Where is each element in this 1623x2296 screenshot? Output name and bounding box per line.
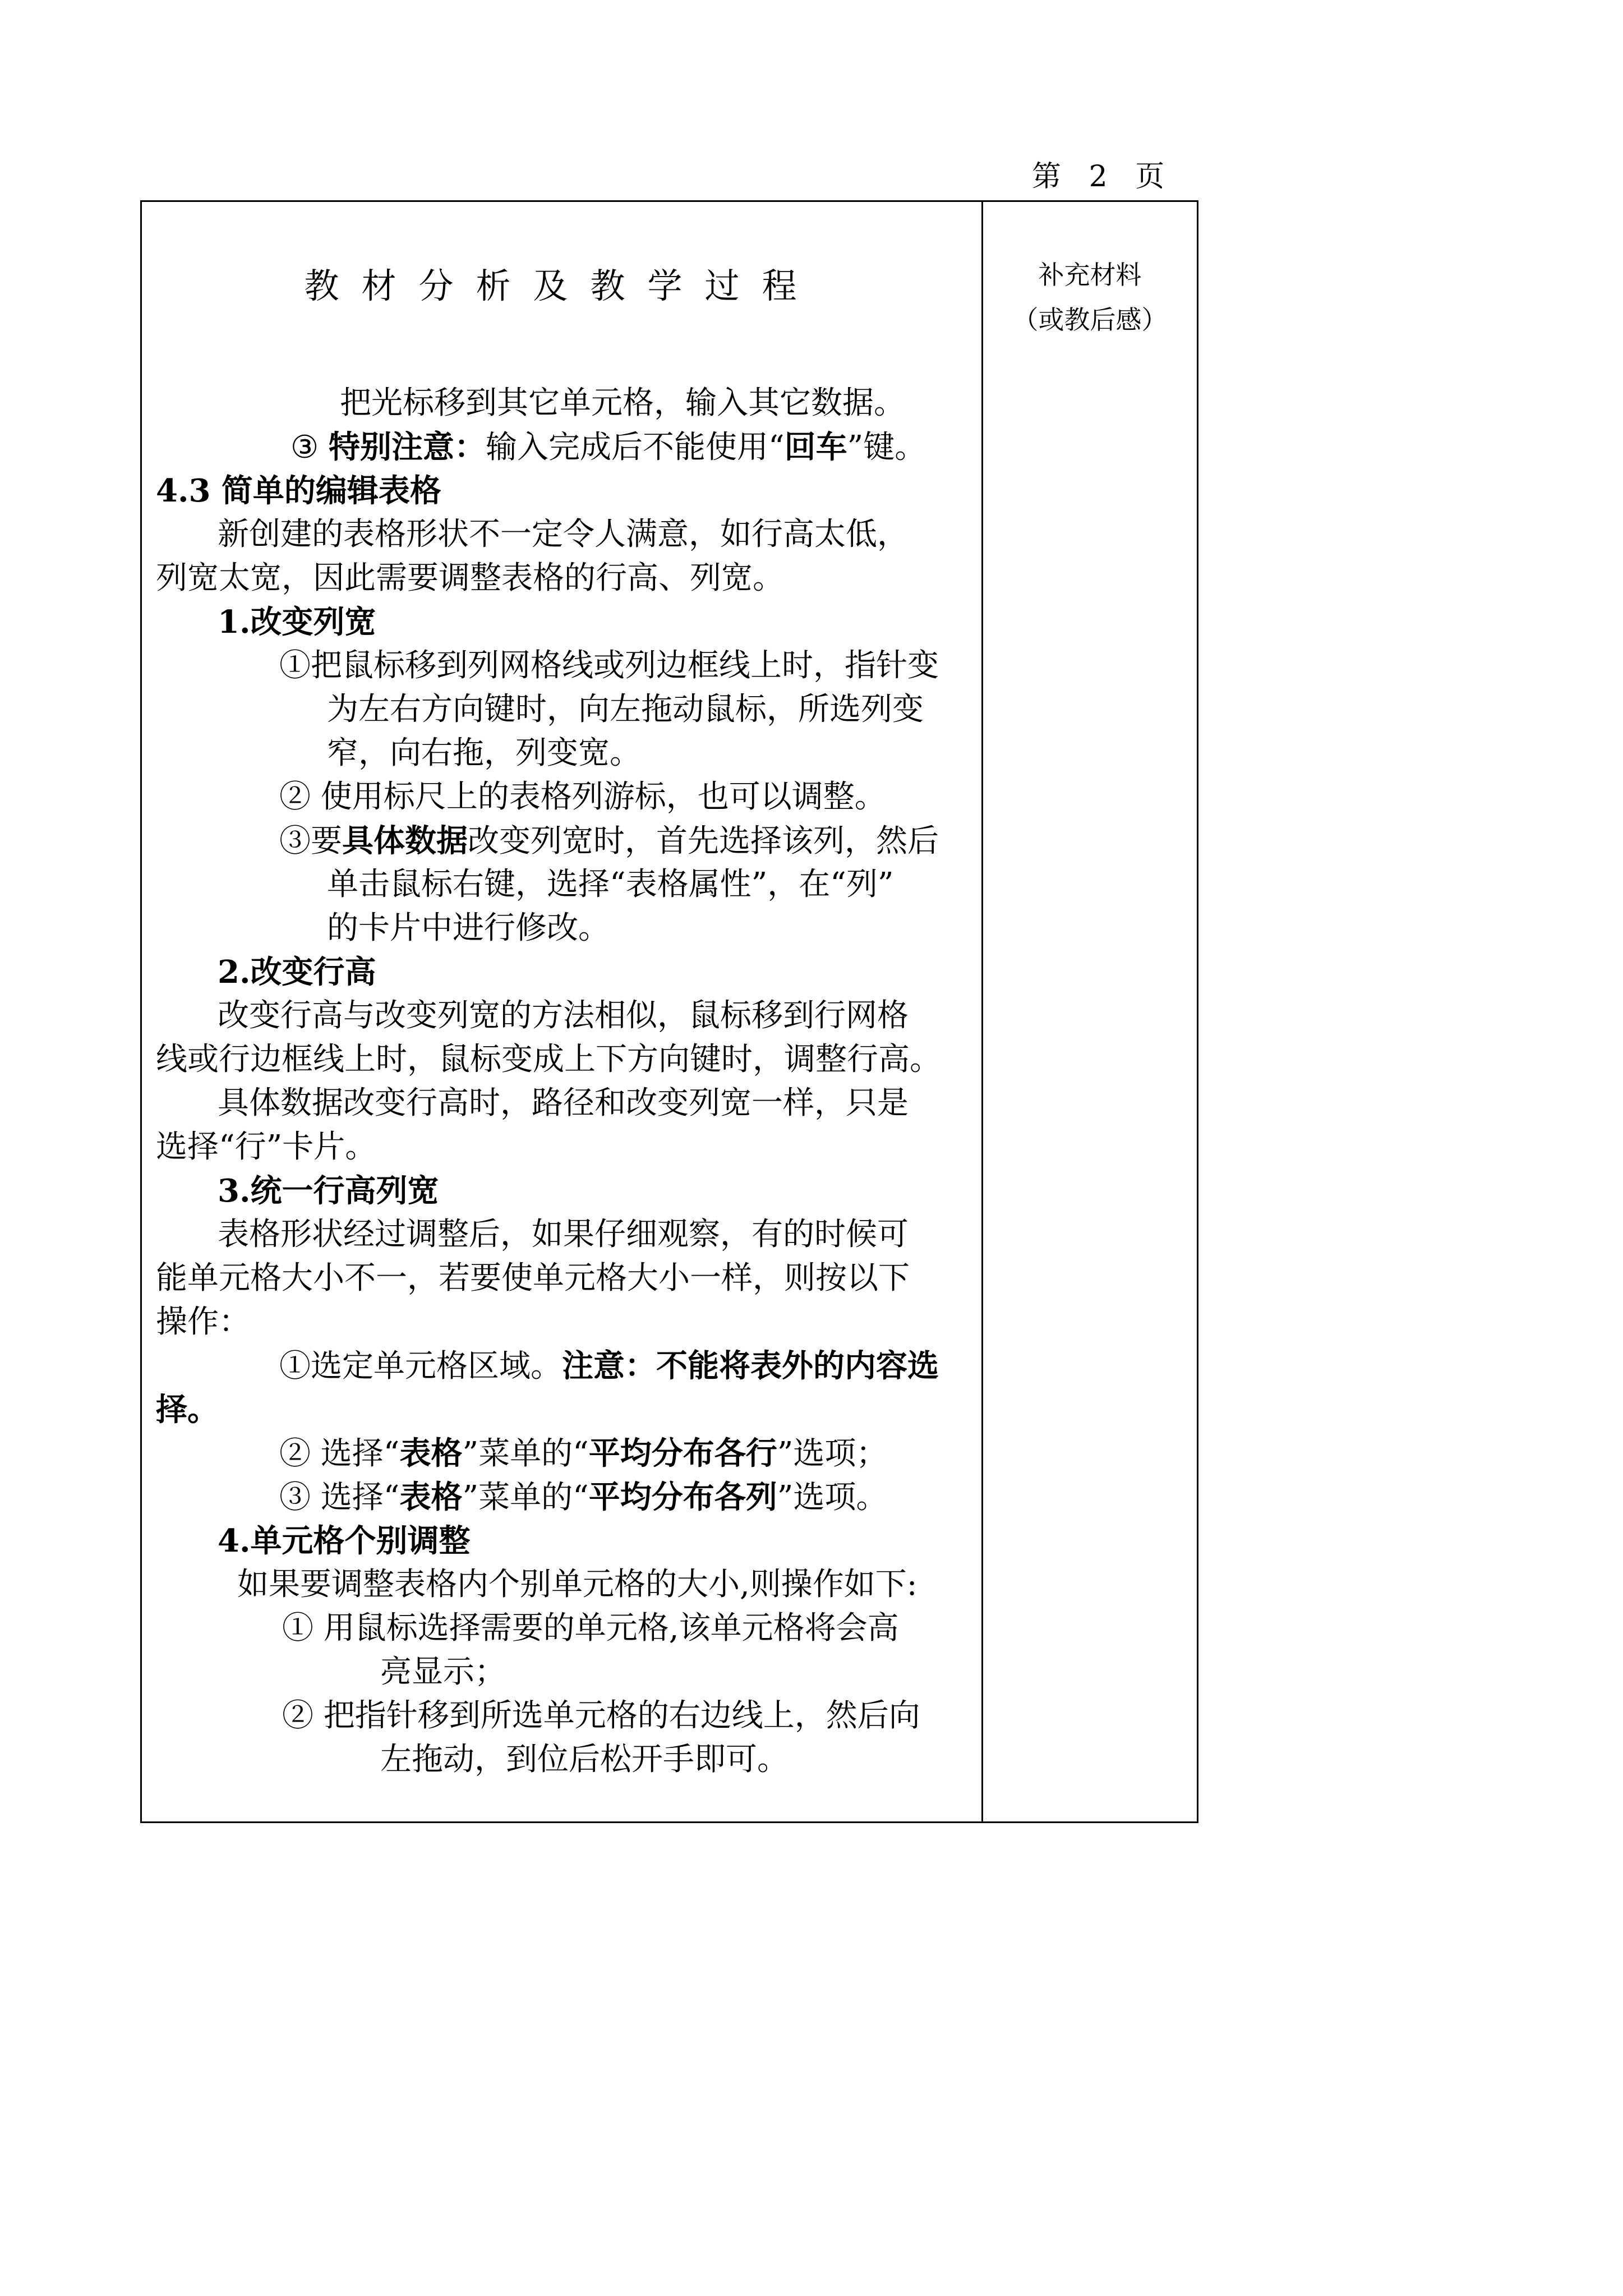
text-span: 新创建的表格形状不一定令人满意，如行高太低， bbox=[218, 516, 909, 553]
text-span: ①选定单元格区域。 bbox=[279, 1348, 562, 1384]
text-span: 1.改变列宽 bbox=[218, 604, 376, 641]
lesson-table bbox=[140, 200, 1198, 1823]
supplement-label: 补充材料 bbox=[1038, 260, 1142, 290]
section-heading bbox=[156, 1169, 980, 1213]
text-line bbox=[156, 556, 980, 600]
text-span: ”菜单的“ bbox=[462, 1435, 589, 1472]
text-span: 改变行高与改变列宽的方法相似，鼠标移到行网格 bbox=[218, 997, 909, 1034]
text-line bbox=[156, 1738, 980, 1782]
section-heading bbox=[156, 1519, 980, 1563]
emphasis-text: 表格 bbox=[399, 1479, 463, 1516]
section-heading bbox=[156, 469, 980, 513]
text-span: 亮显示； bbox=[380, 1654, 506, 1690]
emphasis-text: 平均分布各行 bbox=[588, 1435, 777, 1472]
text-span: 操作： bbox=[156, 1304, 250, 1340]
emphasis-text: 具体数据 bbox=[342, 822, 468, 859]
text-span: 表格形状经过调整后，如果仔细观察，有的时候可 bbox=[218, 1216, 909, 1253]
text-line bbox=[156, 1650, 980, 1694]
text-span: ”键。 bbox=[847, 429, 926, 466]
text-line bbox=[156, 1694, 980, 1738]
text-line bbox=[156, 1344, 980, 1388]
text-span: 输入完成后不能使用“ bbox=[486, 429, 785, 466]
emphasis-text: 注意：不能将表外的内容选 bbox=[562, 1347, 939, 1384]
lesson-content bbox=[156, 381, 980, 1782]
text-span: 把光标移到其它单元格，输入其它数据。 bbox=[340, 385, 905, 421]
text-line bbox=[156, 819, 980, 863]
text-line bbox=[156, 1607, 980, 1650]
text-line bbox=[156, 994, 980, 1038]
text-line bbox=[156, 1257, 980, 1300]
reflection-label: （或教后感） bbox=[1012, 305, 1168, 335]
text-line bbox=[156, 1082, 980, 1125]
text-line bbox=[156, 1300, 980, 1344]
column-divider bbox=[981, 202, 983, 1821]
emphasis-text: 回车 bbox=[784, 429, 847, 466]
text-line bbox=[156, 1038, 980, 1082]
text-span: 左拖动，到位后松开手即可。 bbox=[380, 1741, 789, 1778]
text-line bbox=[156, 863, 980, 907]
text-span: ”菜单的“ bbox=[462, 1479, 589, 1516]
text-span: 具体数据改变行高时，路径和改变列宽一样，只是 bbox=[218, 1085, 909, 1121]
text-span: ② 把指针移到所选单元格的右边线上，然后向 bbox=[282, 1697, 920, 1734]
text-span: 窄，向右拖，列变宽。 bbox=[327, 735, 641, 771]
page-number: 第 2 页 bbox=[1032, 160, 1165, 194]
supplement-column-header bbox=[983, 252, 1197, 342]
text-line bbox=[156, 1213, 980, 1257]
text-line bbox=[156, 688, 980, 731]
emphasis-text: 特别注意： bbox=[329, 429, 486, 466]
text-span: 4.3 简单的编辑表格 bbox=[156, 472, 441, 509]
text-line bbox=[156, 775, 980, 819]
text-span: ③ 选择“ bbox=[279, 1479, 400, 1516]
text-span: ② 使用标尺上的表格列游标，也可以调整。 bbox=[279, 779, 886, 815]
text-span: 列宽太宽，因此需要调整表格的行高、列宽。 bbox=[156, 560, 784, 596]
text-span: ③要 bbox=[279, 823, 342, 859]
text-span: 改变列宽时，首先选择该列，然后 bbox=[468, 823, 939, 859]
text-line bbox=[156, 513, 980, 556]
page-title: 教材分析及教学过程 bbox=[304, 265, 819, 306]
text-span: 如果要调整表格内个别单元格的大小,则操作如下: bbox=[237, 1566, 917, 1603]
text-span: 单击鼠标右键，选择“表格属性”，在“列” bbox=[327, 866, 894, 903]
emphasis-text: 表格 bbox=[399, 1435, 463, 1472]
section-heading bbox=[156, 600, 980, 644]
text-span: 选择“行”卡片。 bbox=[156, 1129, 377, 1165]
text-line bbox=[156, 644, 980, 688]
text-line bbox=[156, 907, 980, 950]
text-line bbox=[156, 1125, 980, 1169]
section-heading bbox=[156, 1388, 980, 1432]
text-span: 能单元格大小不一，若要使单元格大小一样，则按以下 bbox=[156, 1260, 910, 1296]
text-span: 线或行边框线上时，鼠标变成上下方向键时，调整行高。 bbox=[156, 1041, 941, 1078]
text-span: 4.单元格个别调整 bbox=[218, 1522, 471, 1559]
text-line bbox=[156, 1563, 980, 1607]
section-heading bbox=[156, 950, 980, 994]
text-span: 3.统一行高列宽 bbox=[218, 1172, 439, 1209]
text-line bbox=[156, 1475, 980, 1519]
emphasis-text: 平均分布各列 bbox=[588, 1479, 777, 1516]
text-span: ①把鼠标移到列网格线或列边框线上时，指针变 bbox=[279, 647, 939, 684]
text-span: 择。 bbox=[156, 1391, 219, 1428]
text-line bbox=[156, 381, 980, 425]
text-span: ③ bbox=[291, 429, 329, 466]
text-span: ”选项； bbox=[777, 1435, 888, 1472]
text-line bbox=[156, 425, 980, 469]
text-line bbox=[156, 731, 980, 775]
text-span: 的卡片中进行修改。 bbox=[327, 910, 610, 946]
text-line bbox=[156, 1432, 980, 1475]
text-span: ① 用鼠标选择需要的单元格,该单元格将会高 bbox=[282, 1610, 899, 1646]
text-span: ② 选择“ bbox=[279, 1435, 400, 1472]
text-span: 为左右方向键时，向左拖动鼠标，所选列变 bbox=[327, 691, 924, 728]
text-span: ”选项。 bbox=[777, 1479, 888, 1516]
text-span: 2.改变行高 bbox=[218, 954, 376, 991]
